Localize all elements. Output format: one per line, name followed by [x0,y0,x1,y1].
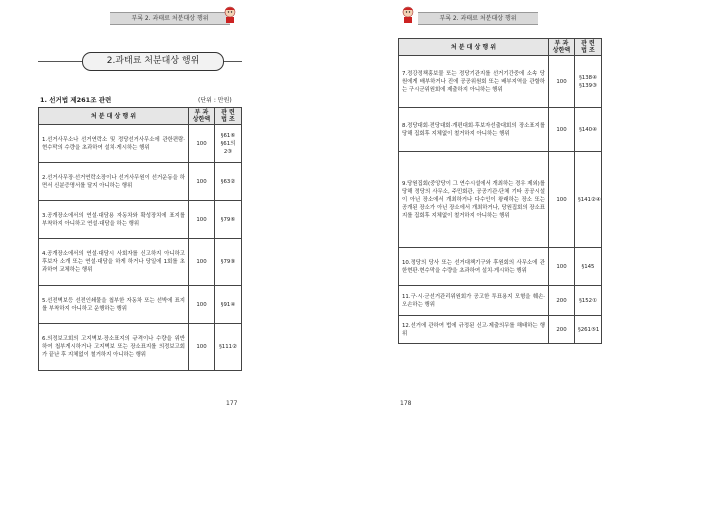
ref-cell: §138④ §139③ [575,56,602,108]
section-rule-left [38,61,82,62]
table-row [39,286,242,324]
amount-cell: 200 [549,316,575,344]
column-header-act: 처 분 대 상 행 위 [39,108,189,125]
column-header-act: 처 분 대 상 행 위 [399,39,549,56]
table-row [399,56,602,108]
mascot-icon [222,6,238,24]
act-cell: 5.선전벽보등 선전인쇄물을 첩부한 자동차 또는 선박에 표지를 부착하지 아니하고 운행하는 행위 [39,286,189,324]
table-row [39,324,242,371]
ref-cell: §79⑨ [215,239,242,286]
table-row [399,152,602,248]
ref-cell: §61⑥ §61의2③ [215,125,242,163]
table-row [399,248,602,286]
amount-cell: 100 [549,152,575,248]
column-header-amount: 부 과 상한액 [189,108,215,125]
page-header: 부록 2. 과태료 처분대상 행위 [110,12,230,25]
table-header-row [399,39,602,56]
section-rule-right [224,61,242,62]
act-cell: 6.의정보고회의 고지벽보·장소표지의 규격이나 수량을 위반하여 첩부게시하거나 고지벽보 또는 장소표지를 의정보고회가 끝난 후 지체없이 철거하지 아니하는 행위 [39,324,189,371]
table-row [39,125,242,163]
column-header-amount: 부 과 상한액 [549,39,575,56]
table-row [39,163,242,201]
amount-cell: 100 [549,248,575,286]
ref-cell: §140④ [575,108,602,152]
act-cell: 10.정당의 당사 또는 선거대책기구와 후원회의 사무소에 관한현판·현수막을 수량을 초과하여 설치·게시하는 행위 [399,248,549,286]
act-cell: 2.선거사무장·선거연락소장이나 선거사무원이 선거운동을 하면서 신분증명서를 달지 아니하는 행위 [39,163,189,201]
act-cell: 1.선거사무소나 선거연락소 및 정당선거사무소에 관한편람·현수막의 수량을 초과하여 설치·게시하는 행위 [39,125,189,163]
act-cell: 7.정강정책홍보물 또는 정당기관지를 선거기간중에 소속 당원에게 배부하거나 진에 공공위원회 또는 배부지역을 관할하는 구시군위원회에 제출하지 아니하는 행위 [399,56,549,108]
section-title: 2.과태료 처분대상 행위 [82,52,224,71]
ref-cell: §63② [215,163,242,201]
amount-cell: 100 [189,163,215,201]
amount-cell: 200 [549,286,575,316]
act-cell: 11.구·시·군선거관리위원회가 공고한 투표용지 모형을 훼손·오손하는 행위 [399,286,549,316]
amount-cell: 100 [189,201,215,239]
table-row [399,108,602,152]
ref-cell: §91④ [215,286,242,324]
table-row [39,239,242,286]
table-row [399,286,602,316]
penalty-table [38,107,242,371]
mascot-icon [400,6,416,24]
act-cell: 8.정당대회·전당대회·개편대회·후보자선출대회의 장소표지를 당해 집회후 지체없이 철거하지 아니하는 행위 [399,108,549,152]
page-header: 부록 2. 과태료 처분대상 행위 [418,12,538,25]
table-row [399,316,602,344]
penalty-table [398,38,602,344]
act-cell: 12.선거에 관하여 법에 규정된 신고·제출의무를 해태하는 행위 [399,316,549,344]
right-page [360,0,720,509]
amount-cell: 100 [189,125,215,163]
amount-cell: 100 [549,108,575,152]
amount-cell: 100 [189,239,215,286]
page-number: 177 [226,400,238,407]
unit-note: (단위 : 만원) [198,97,232,104]
act-cell: 3.공개장소에서의 연설·대담용 자동차와 확성장치에 표지를 부착하지 아니하고 연설·대담을 하는 행위 [39,201,189,239]
table-row [39,201,242,239]
law-title: 1. 선거법 제261조 관련 [40,96,112,104]
ref-cell: §145 [575,248,602,286]
act-cell: 4.공개장소에서의 연설·대담시 사회자를 신고하지 아니하고 후보자 소개 또는 연설·대담을 하게 하거나 당일에 1회를 초과하여 교체하는 행위 [39,239,189,286]
amount-cell: 100 [189,286,215,324]
ref-cell: §79⑥ [215,201,242,239]
amount-cell: 100 [189,324,215,371]
act-cell: 9.당원집회(중앙당이 그 연수시설에서 개최하는 경우 제외)를 당해 정당의 사무소, 주민회관, 공공기관·단체 기타 공공시설이 아닌 장소에서 개최하거나 다수인이 왕래하는 장소 또는 공개된 장소가 아닌 장소에서 개최하거나, 당원집회의 장소표지를 집회후 지체없이 철거하지 아니하는 행위 [399,152,549,248]
column-header-ref: 관 련 법 조 [575,39,602,56]
amount-cell: 100 [549,56,575,108]
ref-cell: §141②④ [575,152,602,248]
ref-cell: §111② [215,324,242,371]
column-header-ref: 관 련 법 조 [215,108,242,125]
table-header-row [39,108,242,125]
ref-cell: §152① [575,286,602,316]
ref-cell: §261⑤1 [575,316,602,344]
page-number: 178 [400,400,412,407]
